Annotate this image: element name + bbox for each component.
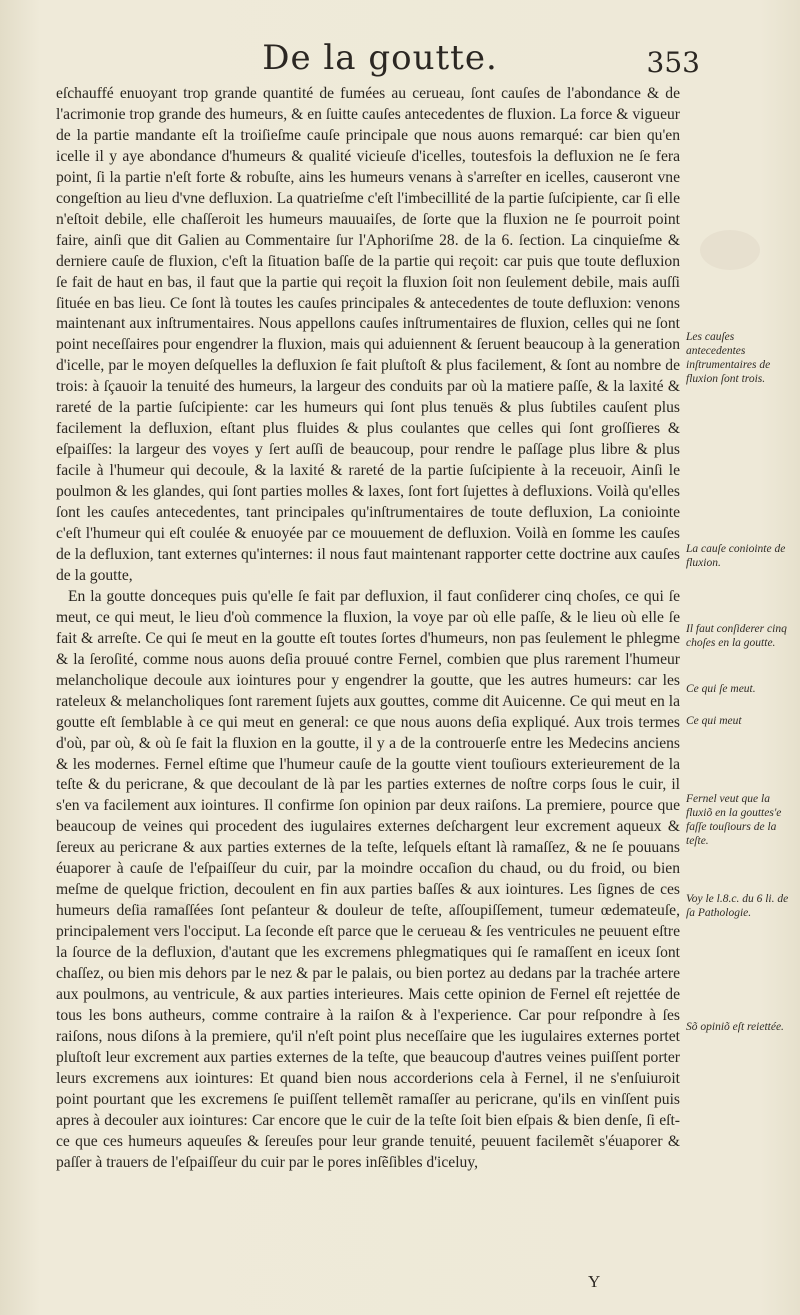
main-text-column xyxy=(56,84,680,1294)
margin-notes xyxy=(686,84,796,1304)
margin-note: Sõ opiniõ eſt reiettée. xyxy=(686,1021,784,1033)
margin-note: Fernel veut que la fluxiõ en la gouttes'e faſſe touſiours de la teſte. xyxy=(686,793,782,847)
running-title: De la goutte. xyxy=(262,38,498,78)
margin-note: Ce qui ſe meut. xyxy=(686,683,756,695)
signature-mark: Y xyxy=(588,1272,601,1291)
paragraph: En la goutte donceques puis qu'elle ſe fait par defluxion, il faut conſiderer cinq choſes, ce qui ſe meut, ce qui meut, le lieu d'où commence la fluxion, la voye par où elle paſſe, & le lieu où elle ſe fait & arreſte. Ce qui ſe meut en la goutte eſt toutes ſortes d'humeurs, non pas ſeulement le phlegme & la ſeroſité, comme nous auons deſia prouué contre Fernel, combien que plus rarement l'humeur melancholique decoule aux iointures pour y engendrer la goutte, que les autres humeurs: car les rateleux & melancholiques ſont rarement ſujets aux gouttes, comme dit Auicenne. Ce qui meut en la goutte eſt ſemblable à ce qui meut en general: ce que nous auons deſia expliqué. Aux trois termes d'où, par où, & où ſe fait la fluxion en la goutte, il y a de la controuerſe entre les Medecins anciens & les modernes. Fernel eſtime que l'humeur cauſe de la goutte vient touſiours exterieurement de la teſte & du pericrane, & que decoulant de là par les parties externes de noſtre corps ſous le cuir, il s'en va facilement aux iointures. Il confirme ſon opinion par deux raiſons. La premiere, pource que beaucoup de veines qui procedent des iugulaires externes deſchargent leur excrement aqueux & ſereux au pericrane & aux parties externes de la teſte, leſquels eſtant là ramaſſez, & ne ſe pouuans éuaporer à cauſe de l'eſpaiſſeur du cuir, par la moindre occaſion du chaud, ou du froid, ou bien meſme de quelque friction, decoulent en fin aux parties baſſes & aux iointures. Les ſignes de ces humeurs deſia ramaſſées ſont peſanteur & douleur de teſte, aſſoupiſſement, tumeur œdemateuſe, principalement vers l'occiput. La ſeconde eſt parce que le cerueau & ſes ventricules ne peuuent eſtre la ſource de la defluxion, d'autant que les excremens phlegmatiques qui ſe ramaſſent en iceux ſont chaſſez, ou bien mis dehors par le nez & par le palais, ou bien portez au dedans par la trachée artere aux poulmons, au ventricule, & aux parties interieures. Mais cette opinion de Fernel eſt rejettée de tous les bons autheurs, comme contraire à la raiſon & à l'experience. Car pour reſpondre à ſes raiſons, nous diſons à la premiere, qu'il n'eſt point plus neceſſaire que les iugulaires externes portet pluſtoſt leur excrement aux parties externes de la teſte, que beaucoup d'autres veines puiſſent porter leurs excremens aux iointures: Et quand bien nous accorderions cela à Fernel, il ne s'enſuiuroit point pourtant que les excremens ſe puiſſent tellemẽt ramaſſer au pericrane, qu'ils en vinſſent puis apres à decouler aux iointures: Car encore que le cuir de la teſte ſoit bien eſpais & bien denſe, ſi eſt-ce que ces humeurs aqueuſes & ſereuſes pour leur grande tenuité, peuuent facilemẽt s'éuaporer & paſſer à trauers de l'eſpaiſſeur du cuir par le pores inſẽſibles d'iceluy, xyxy=(56,587,680,1171)
margin-note: Les cauſes antecedentes inſtrumentaires de fluxion ſont trois. xyxy=(686,331,771,385)
margin-note: La cauſe coniointe de fluxion. xyxy=(686,543,786,569)
margin-note: Il faut conſiderer cinq choſes en la goutte. xyxy=(686,623,787,649)
margin-note: Voy le l.8.c. du 6 li. de ſa Pathologie. xyxy=(686,893,789,919)
page-header xyxy=(60,38,700,88)
page-number: 353 xyxy=(646,46,700,79)
margin-note: Ce qui meut xyxy=(686,715,742,727)
paragraph: eſchauffé enuoyant trop grande quantité de fumées au cerueau, ſont cauſes de l'abondance & de l'acrimonie trop grande des humeurs, & en ſuitte cauſes antecedentes de fluxion. La force & vigueur de la partie mandante eſt la troiſieſme cauſe principale que nous auons remarqué: car bien qu'en icelle il y aye abondance d'humeurs & qualité vicieuſe d'icelles, toutesfois la defluxion ne ſe fera point, ſi la partie n'eſt forte & robuſte, ains les humeurs venans à s'arreſter en icelles, causeront vne congeſtion au lieu d'vne defluxion. La quatrieſme c'eſt l'imbecillité de la partie ſuſcipiente, car ſi elle n'eſtoit debile, elle chaſſeroit les humeurs mauuaiſes, de ſorte que la fluxion ne ſe pourroit point faire, ainſi que dit Galien au Commentaire ſur l'Aphoriſme 28. de la 6. ſection. La cinquieſme & derniere cauſe de fluxion, c'eſt la ſituation baſſe de la partie qui reçoit: car puis que toute defluxion ſe fait de haut en bas, il faut que la partie qui reçoit la fluxion ſoit non ſeulement debile, mais auſſi ſituée en bas lieu. Ce ſont là toutes les cauſes principales & antecedentes de toute defluxion: venons maintenant aux inſtrumentaires. Nous appellons cauſes inſtrumentaires de fluxion, celles qui ne ſont point neceſſaires pour engendrer la fluxion, mais qui aduiennent & ſeruent beaucoup à la generation d'icelle, par le moyen deſquelles la defluxion ſe fait pluſtoſt & plus facilement, & ſont au nombre de trois: à ſçauoir la tenuité des humeurs, la largeur des conduits par où la matiere paſſe, & la laxité & rareté de la partie ſuſcipiente: car les humeurs qui ſont plus tenuës & plus ſubtiles cauſent plus facilement la defluxion, eſtant plus fluides & plus coulantes que celles qui ſont groſſieres & eſpaiſſes: la largeur des voyes y ſert auſſi de beaucoup, pour rendre le paſſage plus libre & plus facile à l'humeur qui decoule, & la laxité & rareté de la partie ſuſcipiente à la receuoir, Ainſi le poulmon & les glandes, qui ſont parties molles & laxes, ſont fort ſujettes à defluxions. Voilà qu'elles ſont les cauſes antecedentes, tant principales qu'inſtrumentaires de toute defluxion, La coniointe c'eſt l'humeur qui eſt coulée & enuoyée par ce mouuement de defluxion. Voilà en ſomme les cauſes de la defluxion, tant externes qu'internes: il nous faut maintenant rapporter cette doctrine aux cauſes de la goutte, xyxy=(56,85,680,584)
